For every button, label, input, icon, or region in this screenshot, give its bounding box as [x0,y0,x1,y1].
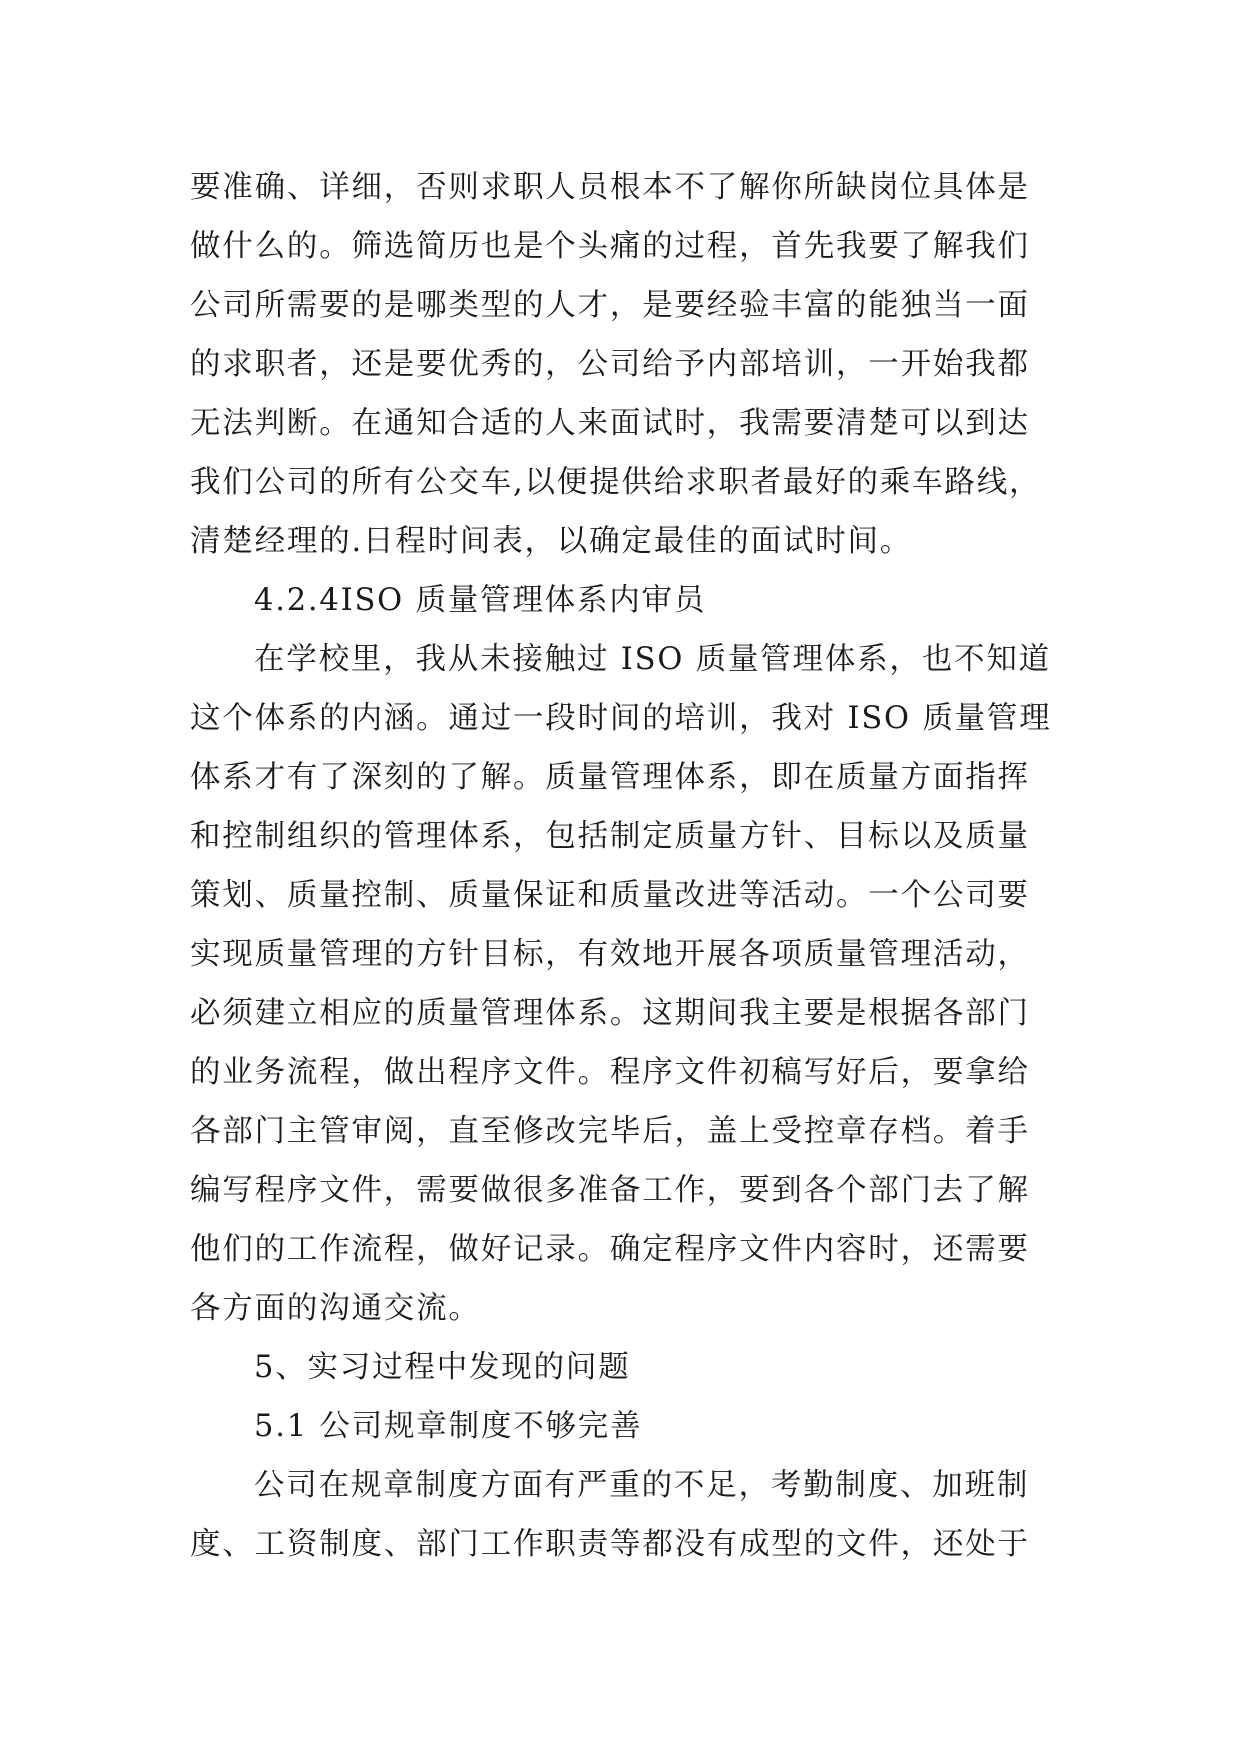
text-line: 各部门主管审阅，直至修改完毕后，盖上受控章存档。着手 [190,1114,1030,1149]
text-line: 4.2.4ISO 质量管理体系内审员 [254,583,707,618]
text-line: 在学校里，我从未接触过 ISO 质量管理体系，也不知道 [254,642,1051,677]
text-line: 各方面的沟通交流。 [190,1291,481,1326]
text-line: 体系才有了深刻的了解。质量管理体系，即在质量方面指挥 [190,760,1030,795]
document-body [190,158,1058,1574]
text-line: 清楚经理的.日程时间表，以确定最佳的面试时间。 [190,524,913,559]
text-line: 的求职者，还是要优秀的，公司给予内部培训，一开始我都 [190,347,1030,382]
text-line: 和控制组织的管理体系，包括制定质量方针、目标以及质量 [190,819,1030,854]
text-line: 编写程序文件，需要做很多准备工作，要到各个部门去了解 [190,1173,1030,1208]
text-line: 公司所需要的是哪类型的人才，是要经验丰富的能独当一面 [190,288,1030,323]
text-line: 实现质量管理的方针目标，有效地开展各项质量管理活动， [190,937,1030,972]
text-line: 必须建立相应的质量管理体系。这期间我主要是根据各部门 [190,996,1030,1031]
text-line: 5.1 公司规章制度不够完善 [254,1409,643,1444]
text-line: 这个体系的内涵。通过一段时间的培训，我对 ISO 质量管理 [190,701,1052,736]
text-line: 他们的工作流程，做好记录。确定程序文件内容时，还需要 [190,1232,1030,1267]
text-line: 策划、质量控制、质量保证和质量改进等活动。一个公司要 [190,878,1030,913]
text-line: 5、实习过程中发现的问题 [254,1350,631,1385]
text-line: 要准确、详细，否则求职人员根本不了解你所缺岗位具体是 [190,170,1030,205]
text-line: 我们公司的所有公交车,以便提供给求职者最好的乘车路线， [190,465,1042,500]
text-line: 公司在规章制度方面有严重的不足，考勤制度、加班制 [254,1468,1030,1503]
text-line: 无法判断。在通知合适的人来面试时，我需要清楚可以到达 [190,406,1030,441]
text-line: 度、工资制度、部门工作职责等都没有成型的文件，还处于 [190,1527,1030,1562]
text-line: 做什么的。筛选简历也是个头痛的过程，首先我要了解我们 [190,229,1030,264]
text-line: 的业务流程，做出程序文件。程序文件初稿写好后，要拿给 [190,1055,1030,1090]
